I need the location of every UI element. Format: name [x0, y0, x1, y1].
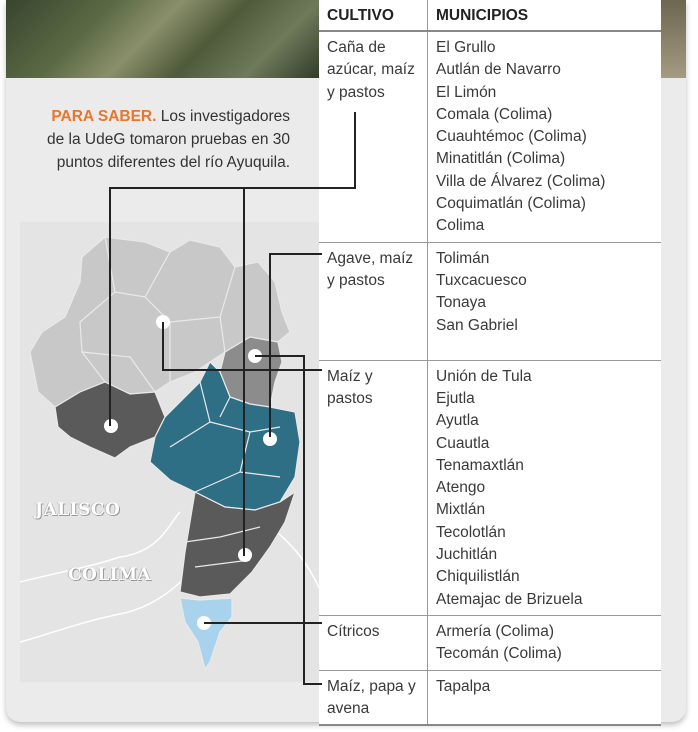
intro-body: Los investigadores de la UdeG tomaron pruebas en 30 puntos diferentes del río Ayuquila.: [47, 108, 290, 171]
region-map: [20, 222, 325, 682]
crop-cell: Caña de azúcar, maíz y pastos: [319, 31, 428, 242]
municipality: Colima: [436, 217, 485, 235]
table-row: [319, 615, 661, 670]
sample-point-4: [263, 432, 277, 446]
sample-point-5: [238, 548, 252, 562]
municipalities-cell: [428, 615, 662, 670]
sample-point-2: [104, 419, 118, 433]
municipality: Chiquilistlán: [436, 568, 520, 586]
crop-cell: Maíz y pastos: [319, 360, 428, 615]
municipality: Villa de Álvarez (Colima): [436, 172, 606, 190]
municipalities-cell: [428, 670, 662, 725]
crops-table: [319, 0, 661, 726]
municipality: Tolimán: [436, 249, 490, 267]
municipality: El Grullo: [436, 39, 496, 56]
municipality: Tecolotlán: [436, 523, 506, 541]
intro-text: [30, 105, 290, 174]
municipality: Autlán de Navarro: [436, 61, 561, 79]
crop-cell: Maíz, papa y avena: [319, 670, 428, 725]
municipality: Atengo: [436, 479, 486, 497]
crop-cell: Agave, maíz y pastos: [319, 242, 428, 360]
municipality: Tonaya: [436, 294, 486, 312]
sample-point-1: [156, 315, 170, 329]
river-photo: [6, 0, 322, 78]
municipality: San Gabriel: [436, 316, 518, 334]
municipality: Juchitlán: [436, 546, 498, 564]
municipality: Cuautla: [436, 434, 490, 452]
sample-point-3: [248, 349, 262, 363]
municipality: Armería (Colima): [436, 622, 554, 640]
municipality: Ayutla: [436, 412, 479, 430]
municipalities-cell: [428, 31, 662, 242]
sample-point-6: [197, 616, 211, 630]
municipality: Unión de Tula: [436, 367, 532, 385]
municipality: Tapalpa: [436, 677, 491, 695]
header-municipalities: MUNICIPIOS: [428, 0, 662, 31]
table-row: [319, 670, 661, 725]
river-photo-edge: [660, 0, 686, 78]
state-label-colima: COLIMA: [68, 565, 152, 585]
header-crop: CULTIVO: [319, 0, 428, 31]
municipality: Minatitlán (Colima): [436, 150, 566, 168]
municipality: Ejutla: [436, 389, 475, 407]
municipality: Mixtlán: [436, 501, 486, 519]
municipality: Comala (Colima): [436, 105, 553, 123]
municipality: Coquimatlán (Colima): [436, 195, 586, 213]
municipality: Tuxcacuesco: [436, 271, 527, 289]
municipality: Atemajac de Brizuela: [436, 590, 583, 608]
table-row: [319, 360, 661, 615]
crop-cell: Cítricos: [319, 615, 428, 670]
municipality: Cuauhtémoc (Colima): [436, 128, 587, 146]
state-label-jalisco: JALISCO: [35, 500, 121, 520]
municipalities-cell: [428, 360, 662, 615]
municipality: Tecomán (Colima): [436, 645, 562, 663]
intro-highlight: PARA SABER.: [51, 108, 157, 125]
municipality: Tenamaxtlán: [436, 456, 524, 474]
table-header-row: [319, 0, 661, 31]
table-row: [319, 242, 661, 360]
municipality: El Limón: [436, 83, 497, 101]
table-row: [319, 31, 661, 242]
municipalities-cell: [428, 242, 662, 360]
